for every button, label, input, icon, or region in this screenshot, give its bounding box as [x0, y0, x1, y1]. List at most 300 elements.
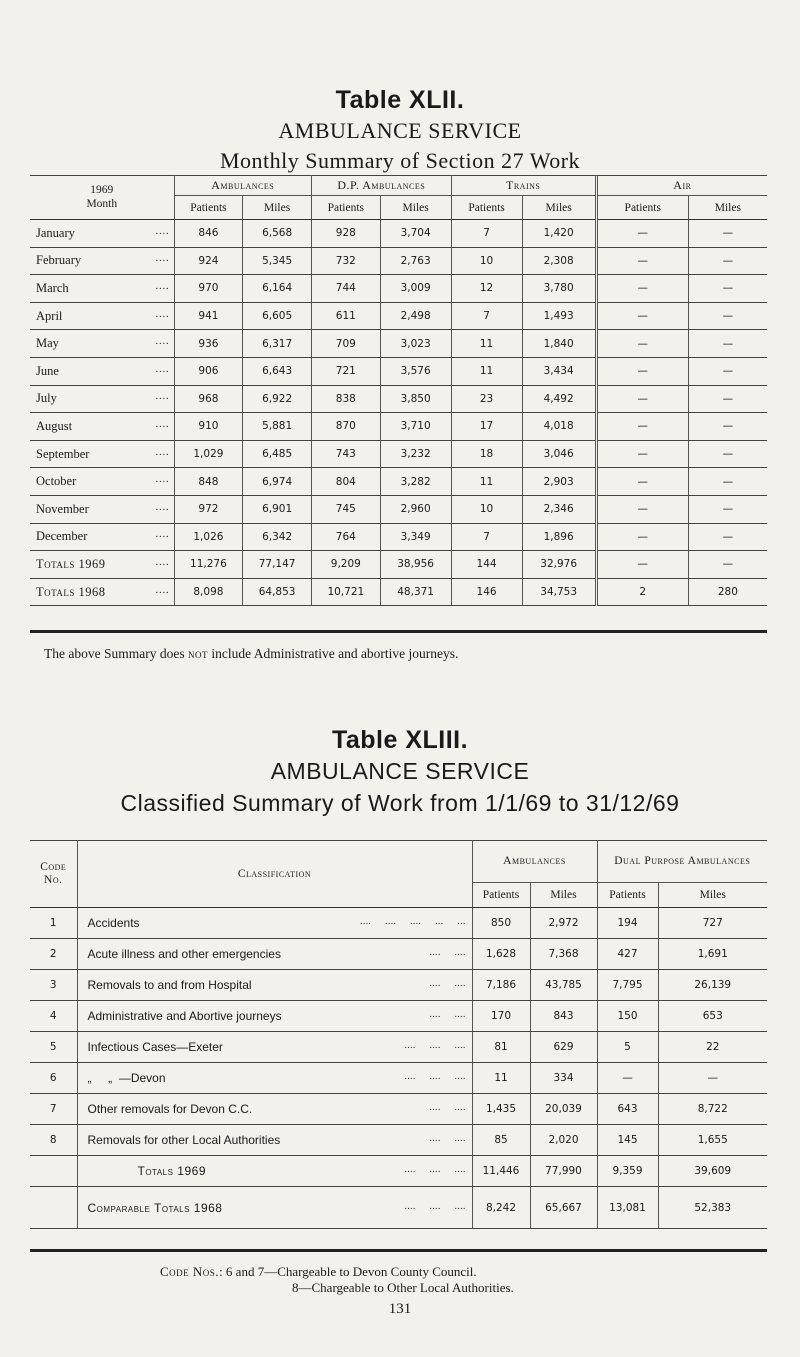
ambulance-patients: 8,098 — [174, 578, 243, 606]
month-name: March — [36, 280, 69, 295]
monthly-summary-table — [30, 175, 767, 606]
ambulance-patients: 8,242 — [472, 1187, 530, 1229]
leader-dots: .... .... — [429, 1009, 466, 1020]
train-miles: 1,493 — [522, 302, 596, 330]
month-name: February — [36, 253, 82, 268]
totals-label-text: Comparable Totals 1968 — [87, 1200, 223, 1215]
air-patients: — — [596, 220, 688, 248]
classification-row — [30, 908, 767, 939]
col-patients: Patients — [597, 883, 658, 908]
leader-dots: .... — [155, 446, 170, 458]
month-cell — [30, 385, 174, 413]
totals-label-text: Totals 1969 — [137, 1164, 206, 1178]
air-miles: — — [688, 357, 767, 385]
classification-cell — [77, 939, 472, 970]
leader-dots: .... — [155, 501, 170, 513]
train-miles: 2,903 — [522, 468, 596, 496]
dual-miles: 26,139 — [658, 970, 767, 1001]
code-cell: 8 — [30, 1125, 77, 1156]
ambulance-miles: 6,342 — [243, 523, 312, 551]
classification-cell — [77, 1001, 472, 1032]
air-miles: — — [688, 413, 767, 441]
leader-dots: .... — [155, 556, 170, 568]
table-label: Table XLIII. — [331, 726, 469, 754]
month-row — [30, 220, 767, 248]
month-row — [30, 247, 767, 275]
air-miles: — — [688, 551, 767, 579]
code-cell — [30, 1156, 77, 1187]
train-miles: 2,308 — [522, 247, 596, 275]
table-subtitle: Classified Summary of Work from 1/1/69 to 31/12/69 — [120, 790, 680, 816]
ambulance-miles: 64,853 — [243, 578, 312, 606]
col-miles: Miles — [530, 883, 597, 908]
dual-patients: 7,795 — [597, 970, 658, 1001]
air-miles: 280 — [688, 578, 767, 606]
totals-row — [30, 578, 767, 606]
ambulance-miles: 65,667 — [530, 1187, 597, 1229]
dual-miles: 1,691 — [658, 939, 767, 970]
month-cell — [30, 275, 174, 303]
ambulance-patients: 972 — [174, 495, 243, 523]
dual-patients: 427 — [597, 939, 658, 970]
leader-dots: .... .... .... — [404, 1071, 466, 1082]
train-patients: 7 — [451, 523, 522, 551]
ambulance-miles: 6,485 — [243, 440, 312, 468]
leader-dots: .... .... .... — [404, 1164, 466, 1175]
train-miles: 4,492 — [522, 385, 596, 413]
ambulance-miles: 5,345 — [243, 247, 312, 275]
dp-miles: 3,232 — [380, 440, 451, 468]
classification-row — [30, 970, 767, 1001]
month-row — [30, 330, 767, 358]
note-text: include Administrative and abortive journeys. — [211, 646, 459, 661]
month-cell — [30, 220, 174, 248]
dp-miles: 2,960 — [380, 495, 451, 523]
train-patients: 7 — [451, 220, 522, 248]
dp-patients: 743 — [311, 440, 380, 468]
month-name: December — [36, 529, 88, 544]
classification-row — [30, 1032, 767, 1063]
dual-miles: 52,383 — [658, 1187, 767, 1229]
month-row — [30, 523, 767, 551]
train-miles: 3,434 — [522, 357, 596, 385]
dual-patients: 643 — [597, 1094, 658, 1125]
month-row — [30, 302, 767, 330]
col-patients: Patients — [472, 883, 530, 908]
ambulance-miles: 7,368 — [530, 939, 597, 970]
code-cell: 7 — [30, 1094, 77, 1125]
classification-row — [30, 1125, 767, 1156]
air-miles: — — [688, 247, 767, 275]
leader-dots: .... — [155, 529, 170, 541]
leader-dots: .... — [155, 308, 170, 320]
ambulance-patients: 85 — [472, 1125, 530, 1156]
dp-miles: 3,023 — [380, 330, 451, 358]
ambulance-miles: 843 — [530, 1001, 597, 1032]
dp-patients: 10,721 — [311, 578, 380, 606]
leader-dots: .... — [155, 584, 170, 596]
month-header-label: Month — [86, 198, 118, 210]
classification-cell — [77, 908, 472, 939]
classification-text: „ „ —Devon — [87, 1071, 166, 1085]
train-miles: 1,420 — [522, 220, 596, 248]
ambulance-miles: 2,972 — [530, 908, 597, 939]
air-miles: — — [688, 330, 767, 358]
dp-patients: 732 — [311, 247, 380, 275]
ambulance-patients: 850 — [472, 908, 530, 939]
totals-label — [77, 1187, 472, 1229]
col-miles: Miles — [688, 196, 767, 220]
totals-label — [30, 551, 174, 579]
code-cell: 1 — [30, 908, 77, 939]
train-patients: 23 — [451, 385, 522, 413]
dp-patients: 870 — [311, 413, 380, 441]
leader-dots: .... — [155, 336, 170, 348]
air-patients: — — [596, 247, 688, 275]
air-patients: — — [596, 413, 688, 441]
col-miles: Miles — [380, 196, 451, 220]
leader-dots: .... .... .... — [404, 1040, 466, 1051]
col-patients: Patients — [174, 196, 243, 220]
note-text: The above Summary does — [44, 646, 185, 661]
dual-miles: 1,655 — [658, 1125, 767, 1156]
ambulance-patients: 936 — [174, 330, 243, 358]
dual-miles: 39,609 — [658, 1156, 767, 1187]
month-row — [30, 357, 767, 385]
leader-dots: .... — [155, 253, 170, 265]
classification-row — [30, 1094, 767, 1125]
month-name: August — [36, 418, 73, 433]
dp-miles: 48,371 — [380, 578, 451, 606]
classified-summary-table — [30, 840, 767, 1229]
dp-miles: 2,498 — [380, 302, 451, 330]
ambulance-patients: 1,628 — [472, 939, 530, 970]
ambulance-miles: 6,605 — [243, 302, 312, 330]
month-row — [30, 413, 767, 441]
air-patients: — — [596, 523, 688, 551]
month-cell — [30, 413, 174, 441]
train-miles: 32,976 — [522, 551, 596, 579]
group-trains: Trains — [451, 175, 596, 196]
ambulance-patients: 1,026 — [174, 523, 243, 551]
code-cell: 2 — [30, 939, 77, 970]
ambulance-patients: 7,186 — [472, 970, 530, 1001]
ambulance-miles: 6,568 — [243, 220, 312, 248]
train-patients: 144 — [451, 551, 522, 579]
col-patients: Patients — [596, 196, 688, 220]
classification-row — [30, 939, 767, 970]
page-number: 131 — [388, 1301, 412, 1317]
ambulance-miles: 6,901 — [243, 495, 312, 523]
leader-dots: .... — [155, 363, 170, 375]
month-header-year: 1969 — [90, 184, 114, 196]
totals-row — [30, 551, 767, 579]
dp-patients: 709 — [311, 330, 380, 358]
dual-patients: 194 — [597, 908, 658, 939]
ambulance-patients: 924 — [174, 247, 243, 275]
totals-label-text: Totals 1969 — [36, 556, 106, 571]
train-patients: 12 — [451, 275, 522, 303]
air-patients: — — [596, 468, 688, 496]
col-miles: Miles — [522, 196, 596, 220]
dual-patients: 9,359 — [597, 1156, 658, 1187]
dp-miles: 3,349 — [380, 523, 451, 551]
classification-cell — [77, 1094, 472, 1125]
air-miles: — — [688, 523, 767, 551]
code-cell: 5 — [30, 1032, 77, 1063]
dp-patients: 764 — [311, 523, 380, 551]
dp-patients: 928 — [311, 220, 380, 248]
train-patients: 11 — [451, 357, 522, 385]
dp-miles: 3,576 — [380, 357, 451, 385]
air-miles: — — [688, 220, 767, 248]
month-name: April — [36, 308, 63, 323]
leader-dots: .... — [155, 225, 170, 237]
table-note — [44, 646, 458, 662]
month-header — [30, 175, 174, 220]
footnote: 8—Chargeable to Other Local Authorities. — [292, 1280, 514, 1295]
dp-miles: 3,710 — [380, 413, 451, 441]
air-patients: 2 — [596, 578, 688, 606]
air-patients: — — [596, 495, 688, 523]
table-title: AMBULANCE SERVICE — [270, 758, 530, 784]
train-patients: 7 — [451, 302, 522, 330]
code-cell: 3 — [30, 970, 77, 1001]
month-row — [30, 275, 767, 303]
month-name: June — [36, 363, 59, 378]
ambulance-patients: 11 — [472, 1063, 530, 1094]
train-miles: 4,018 — [522, 413, 596, 441]
classification-text: Other removals for Devon C.C. — [87, 1102, 253, 1116]
month-cell — [30, 440, 174, 468]
air-patients: — — [596, 357, 688, 385]
dual-miles: 22 — [658, 1032, 767, 1063]
dp-patients: 744 — [311, 275, 380, 303]
leader-dots: .... .... — [429, 1102, 466, 1113]
air-miles: — — [688, 468, 767, 496]
train-miles: 3,046 — [522, 440, 596, 468]
ambulance-miles: 6,643 — [243, 357, 312, 385]
month-cell — [30, 247, 174, 275]
totals-row — [30, 1156, 767, 1187]
train-miles: 2,346 — [522, 495, 596, 523]
ambulance-miles: 77,147 — [243, 551, 312, 579]
classification-header: Classification — [77, 840, 472, 908]
ambulance-patients: 910 — [174, 413, 243, 441]
dual-miles: 653 — [658, 1001, 767, 1032]
table-subtitle: Monthly Summary of Section 27 Work — [219, 148, 581, 173]
totals-label — [77, 1156, 472, 1187]
ambulance-patients: 941 — [174, 302, 243, 330]
month-name: January — [36, 225, 75, 240]
train-patients: 18 — [451, 440, 522, 468]
train-miles: 1,896 — [522, 523, 596, 551]
group-dp-ambulances: D.P. Ambulances — [311, 175, 451, 196]
dp-miles: 38,956 — [380, 551, 451, 579]
air-miles: — — [688, 275, 767, 303]
table-bottom-rule — [30, 630, 767, 633]
classification-text: Accidents — [87, 916, 140, 930]
ambulance-patients: 906 — [174, 357, 243, 385]
dp-miles: 3,009 — [380, 275, 451, 303]
table-title: AMBULANCE SERVICE — [278, 118, 522, 143]
code-cell — [30, 1187, 77, 1229]
ambulance-miles: 334 — [530, 1063, 597, 1094]
air-patients: — — [596, 551, 688, 579]
classification-text: Acute illness and other emergencies — [87, 947, 281, 961]
air-patients: — — [596, 440, 688, 468]
table-label: Table XLII. — [335, 86, 465, 114]
ambulance-patients: 968 — [174, 385, 243, 413]
dual-miles: 727 — [658, 908, 767, 939]
group-ambulances: Ambulances — [472, 840, 597, 883]
classification-cell — [77, 1125, 472, 1156]
ambulance-patients: 1,029 — [174, 440, 243, 468]
train-patients: 10 — [451, 495, 522, 523]
code-cell: 4 — [30, 1001, 77, 1032]
dp-patients: 611 — [311, 302, 380, 330]
group-dual-purpose: Dual Purpose Ambulances — [597, 840, 767, 883]
note-emphasis: not — [187, 646, 208, 661]
ambulance-patients: 970 — [174, 275, 243, 303]
train-patients: 11 — [451, 330, 522, 358]
classification-cell — [77, 1032, 472, 1063]
ambulance-patients: 1,435 — [472, 1094, 530, 1125]
ambulance-patients: 170 — [472, 1001, 530, 1032]
code-cell: 6 — [30, 1063, 77, 1094]
footnote — [160, 1264, 477, 1280]
dp-patients: 9,209 — [311, 551, 380, 579]
ambulance-miles: 5,881 — [243, 413, 312, 441]
ambulance-miles: 77,990 — [530, 1156, 597, 1187]
air-patients: — — [596, 275, 688, 303]
air-miles: — — [688, 495, 767, 523]
dp-miles: 3,850 — [380, 385, 451, 413]
leader-dots: .... — [155, 418, 170, 430]
month-name: November — [36, 501, 89, 516]
classification-text: Infectious Cases—Exeter — [87, 1040, 223, 1054]
month-cell — [30, 523, 174, 551]
dual-patients: 150 — [597, 1001, 658, 1032]
month-cell — [30, 302, 174, 330]
classification-text: Removals for other Local Authorities — [87, 1133, 281, 1147]
ambulance-miles: 43,785 — [530, 970, 597, 1001]
train-patients: 17 — [451, 413, 522, 441]
classification-text: Administrative and Abortive journeys — [87, 1009, 282, 1023]
leader-dots: .... — [155, 391, 170, 403]
ambulance-miles: 6,974 — [243, 468, 312, 496]
ambulance-patients: 848 — [174, 468, 243, 496]
dual-miles: — — [658, 1063, 767, 1094]
air-patients: — — [596, 330, 688, 358]
leader-dots: .... .... — [429, 947, 466, 958]
train-patients: 10 — [451, 247, 522, 275]
month-row — [30, 440, 767, 468]
dp-patients: 838 — [311, 385, 380, 413]
month-cell — [30, 495, 174, 523]
ambulance-patients: 11,276 — [174, 551, 243, 579]
ambulance-miles: 20,039 — [530, 1094, 597, 1125]
dp-miles: 3,704 — [380, 220, 451, 248]
month-name: July — [36, 391, 57, 406]
month-row — [30, 385, 767, 413]
dual-patients: 145 — [597, 1125, 658, 1156]
month-cell — [30, 330, 174, 358]
leader-dots: .... .... — [429, 1133, 466, 1144]
ambulance-patients: 846 — [174, 220, 243, 248]
group-air: Air — [596, 175, 767, 196]
classification-cell — [77, 1063, 472, 1094]
air-miles: — — [688, 302, 767, 330]
totals-row — [30, 1187, 767, 1229]
month-cell — [30, 357, 174, 385]
train-miles: 34,753 — [522, 578, 596, 606]
leader-dots: .... .... — [429, 978, 466, 989]
leader-dots: .... — [155, 474, 170, 486]
ambulance-miles: 6,922 — [243, 385, 312, 413]
col-patients: Patients — [311, 196, 380, 220]
classification-row — [30, 1001, 767, 1032]
col-miles: Miles — [243, 196, 312, 220]
col-miles: Miles — [658, 883, 767, 908]
leader-dots: .... — [155, 280, 170, 292]
month-name: October — [36, 474, 77, 489]
dp-miles: 3,282 — [380, 468, 451, 496]
ambulance-miles: 629 — [530, 1032, 597, 1063]
totals-label — [30, 578, 174, 606]
classification-cell — [77, 970, 472, 1001]
dual-patients: 13,081 — [597, 1187, 658, 1229]
month-row — [30, 468, 767, 496]
month-row — [30, 495, 767, 523]
ambulance-patients: 11,446 — [472, 1156, 530, 1187]
ambulance-miles: 6,317 — [243, 330, 312, 358]
col-patients: Patients — [451, 196, 522, 220]
classification-text: Removals to and from Hospital — [87, 978, 252, 992]
leader-dots: .... .... .... ... ... — [359, 916, 466, 927]
ambulance-miles: 6,164 — [243, 275, 312, 303]
train-patients: 146 — [451, 578, 522, 606]
air-miles: — — [688, 440, 767, 468]
air-miles: — — [688, 385, 767, 413]
dp-patients: 745 — [311, 495, 380, 523]
dual-patients: 5 — [597, 1032, 658, 1063]
table-bottom-rule — [30, 1249, 767, 1252]
dp-patients: 804 — [311, 468, 380, 496]
train-miles: 3,780 — [522, 275, 596, 303]
code-header: Code No. — [30, 840, 77, 908]
leader-dots: .... .... .... — [404, 1200, 466, 1212]
air-patients: — — [596, 302, 688, 330]
footnote-line: : 6 and 7—Chargeable to Devon County Council. — [219, 1264, 477, 1279]
ambulance-miles: 2,020 — [530, 1125, 597, 1156]
group-ambulances: Ambulances — [174, 175, 311, 196]
dual-patients: — — [597, 1063, 658, 1094]
footnote-label: Code Nos. — [160, 1264, 220, 1279]
totals-label-text: Totals 1968 — [36, 584, 106, 599]
month-name: May — [36, 336, 59, 351]
dual-miles: 8,722 — [658, 1094, 767, 1125]
train-miles: 1,840 — [522, 330, 596, 358]
dp-miles: 2,763 — [380, 247, 451, 275]
month-cell — [30, 468, 174, 496]
air-patients: — — [596, 385, 688, 413]
classification-row — [30, 1063, 767, 1094]
dp-patients: 721 — [311, 357, 380, 385]
ambulance-patients: 81 — [472, 1032, 530, 1063]
train-patients: 11 — [451, 468, 522, 496]
month-name: September — [36, 446, 90, 461]
